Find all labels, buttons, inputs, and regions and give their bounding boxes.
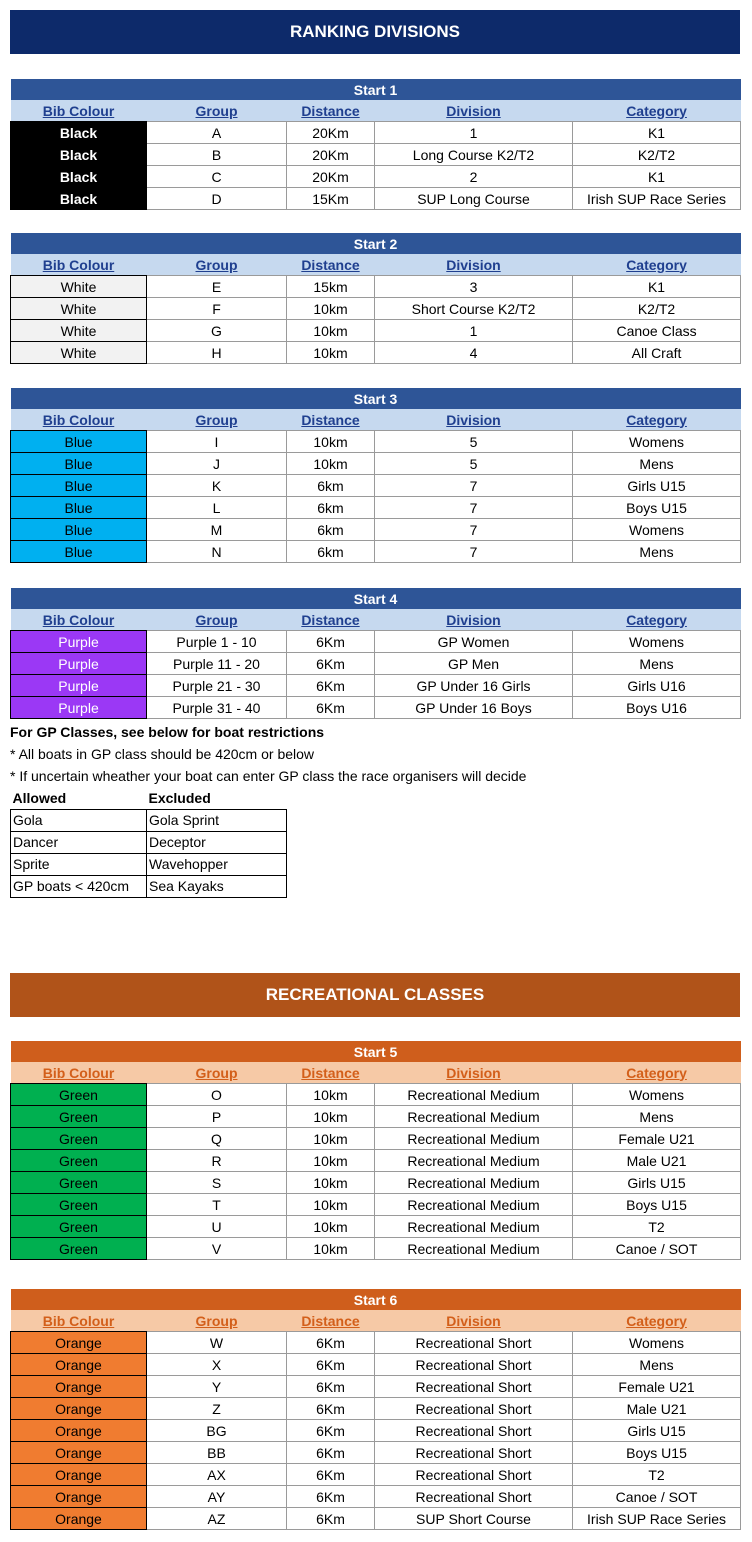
distance-cell: 6km: [287, 541, 375, 563]
division-cell: GP Under 16 Boys: [375, 697, 573, 719]
category-header: Category: [573, 100, 741, 122]
group-cell: E: [147, 276, 287, 298]
division-header: Division: [375, 100, 573, 122]
table-row: [11, 1398, 741, 1420]
division-cell: 7: [375, 497, 573, 519]
group-cell: Purple 21 - 30: [147, 675, 287, 697]
division-cell: Recreational Medium: [375, 1172, 573, 1194]
allowed-header: Allowed: [12, 790, 67, 806]
gp-note-line: * All boats in GP class should be 420cm or below: [10, 746, 315, 762]
distance-cell: 6km: [287, 497, 375, 519]
allowed-boat: Sprite: [11, 854, 147, 876]
group-cell: A: [147, 122, 287, 144]
category-cell: Mens: [573, 653, 741, 675]
distance-cell: 10km: [287, 1128, 375, 1150]
distance-cell: 10km: [287, 342, 375, 364]
table-row: [11, 832, 287, 854]
group-cell: H: [147, 342, 287, 364]
distance-header: Distance: [287, 254, 375, 276]
distance-cell: 6Km: [287, 1508, 375, 1530]
bib-colour-cell: Green: [11, 1084, 147, 1106]
distance-cell: 10km: [287, 1106, 375, 1128]
group-cell: AX: [147, 1464, 287, 1486]
start-table: [10, 79, 741, 210]
division-cell: 7: [375, 541, 573, 563]
division-cell: Recreational Short: [375, 1442, 573, 1464]
bib-colour-cell: White: [11, 298, 147, 320]
division-cell: Recreational Medium: [375, 1216, 573, 1238]
division-cell: 5: [375, 453, 573, 475]
table-row: [11, 276, 741, 298]
distance-cell: 6Km: [287, 1442, 375, 1464]
category-cell: K1: [573, 166, 741, 188]
column-header-row: [11, 1062, 741, 1084]
category-cell: Womens: [573, 1084, 741, 1106]
bib-colour-cell: Blue: [11, 431, 147, 453]
bib-colour-cell: White: [11, 342, 147, 364]
division-cell: 7: [375, 475, 573, 497]
column-header-row: [11, 254, 741, 276]
bib-colour-cell: Blue: [11, 541, 147, 563]
table-row: [11, 1106, 741, 1128]
group-cell: B: [147, 144, 287, 166]
division-cell: Recreational Medium: [375, 1238, 573, 1260]
gp-notes: [10, 721, 740, 787]
category-cell: T2: [573, 1216, 741, 1238]
bib-colour-cell: Orange: [11, 1420, 147, 1442]
distance-cell: 10km: [287, 1150, 375, 1172]
group-cell: O: [147, 1084, 287, 1106]
bib-colour-header: Bib Colour: [11, 609, 147, 631]
bib-colour-cell: Orange: [11, 1398, 147, 1420]
division-header: Division: [375, 254, 573, 276]
category-cell: K1: [573, 276, 741, 298]
category-cell: Girls U15: [573, 475, 741, 497]
category-cell: Girls U16: [573, 675, 741, 697]
bib-colour-header: Bib Colour: [11, 1310, 147, 1332]
division-cell: GP Men: [375, 653, 573, 675]
bib-colour-cell: Blue: [11, 475, 147, 497]
distance-cell: 6Km: [287, 1376, 375, 1398]
category-cell: Irish SUP Race Series: [573, 188, 741, 210]
category-cell: Mens: [573, 541, 741, 563]
division-cell: Recreational Short: [375, 1354, 573, 1376]
group-cell: Q: [147, 1128, 287, 1150]
bib-colour-cell: Black: [11, 166, 147, 188]
group-cell: T: [147, 1194, 287, 1216]
division-cell: Short Course K2/T2: [375, 298, 573, 320]
table-row: [11, 188, 741, 210]
bib-colour-cell: Green: [11, 1238, 147, 1260]
group-cell: M: [147, 519, 287, 541]
group-cell: J: [147, 453, 287, 475]
category-header: Category: [573, 1310, 741, 1332]
distance-header: Distance: [287, 1062, 375, 1084]
table-row: [11, 1128, 741, 1150]
category-cell: Male U21: [573, 1398, 741, 1420]
start-title: Start 4: [11, 588, 741, 609]
excluded-header: Excluded: [148, 790, 211, 806]
distance-cell: 6Km: [287, 1464, 375, 1486]
bib-colour-cell: Black: [11, 188, 147, 210]
column-header-row: [11, 100, 741, 122]
distance-cell: 6Km: [287, 697, 375, 719]
distance-cell: 20Km: [287, 144, 375, 166]
category-cell: All Craft: [573, 342, 741, 364]
table-row: [11, 166, 741, 188]
distance-cell: 6km: [287, 475, 375, 497]
distance-cell: 10km: [287, 298, 375, 320]
distance-cell: 6Km: [287, 1420, 375, 1442]
table-row: [11, 453, 741, 475]
division-cell: 7: [375, 519, 573, 541]
distance-cell: 10km: [287, 453, 375, 475]
category-cell: Female U21: [573, 1376, 741, 1398]
start-title-row: [11, 1041, 741, 1062]
distance-cell: 10km: [287, 1084, 375, 1106]
bib-colour-cell: Orange: [11, 1332, 147, 1354]
allowed-boat: Dancer: [11, 832, 147, 854]
category-cell: Womens: [573, 519, 741, 541]
table-row: [11, 1486, 741, 1508]
distance-cell: 20Km: [287, 166, 375, 188]
division-cell: GP Under 16 Girls: [375, 675, 573, 697]
group-cell: BB: [147, 1442, 287, 1464]
bib-colour-header: Bib Colour: [11, 254, 147, 276]
group-cell: Z: [147, 1398, 287, 1420]
distance-cell: 10km: [287, 1238, 375, 1260]
category-cell: Canoe Class: [573, 320, 741, 342]
division-cell: SUP Short Course: [375, 1508, 573, 1530]
category-cell: Boys U16: [573, 697, 741, 719]
division-header: Division: [375, 409, 573, 431]
start-title-row: [11, 233, 741, 254]
group-cell: W: [147, 1332, 287, 1354]
division-header: Division: [375, 609, 573, 631]
excluded-boat: Wavehopper: [147, 854, 287, 876]
table-row: [11, 1172, 741, 1194]
table-row: [11, 497, 741, 519]
group-header: Group: [147, 254, 287, 276]
division-header: Division: [375, 1310, 573, 1332]
start-table: [10, 588, 741, 719]
distance-header: Distance: [287, 100, 375, 122]
bib-colour-header: Bib Colour: [11, 100, 147, 122]
table-row: [11, 122, 741, 144]
table-row: [11, 1194, 741, 1216]
division-header: Division: [375, 1062, 573, 1084]
category-cell: Womens: [573, 431, 741, 453]
group-cell: C: [147, 166, 287, 188]
category-cell: Boys U15: [573, 497, 741, 519]
bib-colour-cell: Orange: [11, 1486, 147, 1508]
bib-colour-cell: Blue: [11, 519, 147, 541]
group-cell: K: [147, 475, 287, 497]
bib-colour-cell: Green: [11, 1128, 147, 1150]
group-header: Group: [147, 1310, 287, 1332]
group-cell: AZ: [147, 1508, 287, 1530]
column-header-row: [11, 609, 741, 631]
table-row: [11, 541, 741, 563]
column-header-row: [11, 409, 741, 431]
distance-cell: 10km: [287, 1216, 375, 1238]
group-cell: L: [147, 497, 287, 519]
distance-cell: 6Km: [287, 631, 375, 653]
start-table: [10, 233, 741, 364]
table-row: [11, 675, 741, 697]
division-cell: 2: [375, 166, 573, 188]
group-cell: U: [147, 1216, 287, 1238]
category-cell: Girls U15: [573, 1420, 741, 1442]
distance-cell: 10km: [287, 1172, 375, 1194]
boat-restrictions-header: [11, 788, 287, 810]
bib-colour-cell: Black: [11, 122, 147, 144]
bib-colour-cell: White: [11, 276, 147, 298]
bib-colour-cell: Orange: [11, 1354, 147, 1376]
category-cell: K1: [573, 122, 741, 144]
table-row: [11, 876, 287, 898]
category-cell: Boys U15: [573, 1442, 741, 1464]
start-title-row: [11, 79, 741, 100]
group-cell: Y: [147, 1376, 287, 1398]
start-title: Start 3: [11, 388, 741, 409]
division-cell: Recreational Short: [375, 1376, 573, 1398]
distance-header: Distance: [287, 1310, 375, 1332]
category-header: Category: [573, 254, 741, 276]
table-row: [11, 1332, 741, 1354]
division-cell: SUP Long Course: [375, 188, 573, 210]
division-cell: 4: [375, 342, 573, 364]
table-row: [11, 1216, 741, 1238]
start-title: Start 1: [11, 79, 741, 100]
bib-colour-cell: Blue: [11, 497, 147, 519]
bib-colour-cell: Green: [11, 1216, 147, 1238]
bib-colour-cell: Green: [11, 1106, 147, 1128]
category-cell: Mens: [573, 1106, 741, 1128]
group-cell: V: [147, 1238, 287, 1260]
table-row: [11, 342, 741, 364]
bib-colour-cell: Orange: [11, 1464, 147, 1486]
bib-colour-header: Bib Colour: [11, 409, 147, 431]
distance-cell: 15Km: [287, 188, 375, 210]
category-cell: Girls U15: [573, 1172, 741, 1194]
distance-cell: 6Km: [287, 1486, 375, 1508]
group-cell: N: [147, 541, 287, 563]
group-cell: D: [147, 188, 287, 210]
division-cell: Recreational Short: [375, 1398, 573, 1420]
table-row: [11, 1238, 741, 1260]
group-cell: P: [147, 1106, 287, 1128]
start-title: Start 2: [11, 233, 741, 254]
group-cell: I: [147, 431, 287, 453]
bib-colour-cell: Purple: [11, 653, 147, 675]
start-title: Start 6: [11, 1289, 741, 1310]
table-row: [11, 1442, 741, 1464]
division-cell: Recreational Medium: [375, 1106, 573, 1128]
category-header: Category: [573, 609, 741, 631]
bib-colour-cell: White: [11, 320, 147, 342]
division-cell: 3: [375, 276, 573, 298]
bib-colour-cell: Orange: [11, 1508, 147, 1530]
table-row: [11, 519, 741, 541]
table-row: [11, 144, 741, 166]
division-cell: Recreational Medium: [375, 1194, 573, 1216]
category-cell: Canoe / SOT: [573, 1486, 741, 1508]
distance-cell: 20Km: [287, 122, 375, 144]
table-row: [11, 1420, 741, 1442]
group-cell: F: [147, 298, 287, 320]
division-cell: Recreational Medium: [375, 1150, 573, 1172]
distance-cell: 6Km: [287, 653, 375, 675]
category-cell: Irish SUP Race Series: [573, 1508, 741, 1530]
table-row: [11, 631, 741, 653]
start-title-row: [11, 588, 741, 609]
bib-colour-cell: Purple: [11, 675, 147, 697]
division-cell: Recreational Short: [375, 1464, 573, 1486]
table-row: [11, 697, 741, 719]
boat-restrictions-table: [10, 788, 287, 898]
column-header-row: [11, 1310, 741, 1332]
bib-colour-cell: Blue: [11, 453, 147, 475]
group-cell: Purple 31 - 40: [147, 697, 287, 719]
table-row: [11, 1508, 741, 1530]
table-row: [11, 1464, 741, 1486]
start-table: [10, 1289, 741, 1530]
bib-colour-header: Bib Colour: [11, 1062, 147, 1084]
start-title: Start 5: [11, 1041, 741, 1062]
category-cell: Mens: [573, 453, 741, 475]
division-cell: Recreational Medium: [375, 1128, 573, 1150]
table-row: [11, 1150, 741, 1172]
ranking-divisions-banner: RANKING DIVISIONS: [10, 10, 740, 54]
category-cell: Womens: [573, 631, 741, 653]
start-table: [10, 1041, 741, 1260]
distance-header: Distance: [287, 409, 375, 431]
group-cell: G: [147, 320, 287, 342]
division-cell: 1: [375, 122, 573, 144]
division-cell: Recreational Short: [375, 1332, 573, 1354]
gp-note-line: * If uncertain wheather your boat can enter GP class the race organisers will decide: [10, 768, 527, 784]
start-table: [10, 388, 741, 563]
distance-cell: 6Km: [287, 1332, 375, 1354]
division-cell: 5: [375, 431, 573, 453]
recreational-classes-banner: RECREATIONAL CLASSES: [10, 973, 740, 1017]
distance-cell: 6Km: [287, 1354, 375, 1376]
group-header: Group: [147, 100, 287, 122]
category-cell: K2/T2: [573, 298, 741, 320]
table-row: [11, 854, 287, 876]
group-cell: R: [147, 1150, 287, 1172]
table-row: [11, 1084, 741, 1106]
start-title-row: [11, 1289, 741, 1310]
table-row: [11, 320, 741, 342]
group-cell: BG: [147, 1420, 287, 1442]
category-cell: Female U21: [573, 1128, 741, 1150]
table-row: [11, 431, 741, 453]
bib-colour-cell: Orange: [11, 1442, 147, 1464]
distance-cell: 6km: [287, 519, 375, 541]
division-cell: GP Women: [375, 631, 573, 653]
allowed-boat: Gola: [11, 810, 147, 832]
category-cell: K2/T2: [573, 144, 741, 166]
group-cell: X: [147, 1354, 287, 1376]
bib-colour-cell: Green: [11, 1150, 147, 1172]
group-cell: AY: [147, 1486, 287, 1508]
distance-cell: 15km: [287, 276, 375, 298]
group-cell: Purple 11 - 20: [147, 653, 287, 675]
distance-cell: 10km: [287, 1194, 375, 1216]
category-cell: T2: [573, 1464, 741, 1486]
allowed-boat: GP boats < 420cm: [11, 876, 147, 898]
start-title-row: [11, 388, 741, 409]
category-header: Category: [573, 1062, 741, 1084]
distance-cell: 6Km: [287, 675, 375, 697]
category-cell: Mens: [573, 1354, 741, 1376]
division-cell: 1: [375, 320, 573, 342]
group-header: Group: [147, 1062, 287, 1084]
distance-cell: 10km: [287, 320, 375, 342]
bib-colour-cell: Orange: [11, 1376, 147, 1398]
table-row: [11, 475, 741, 497]
table-row: [11, 1376, 741, 1398]
table-row: [11, 653, 741, 675]
division-cell: Recreational Medium: [375, 1084, 573, 1106]
bib-colour-cell: Purple: [11, 631, 147, 653]
bib-colour-cell: Black: [11, 144, 147, 166]
table-row: [11, 298, 741, 320]
group-cell: Purple 1 - 10: [147, 631, 287, 653]
division-cell: Recreational Short: [375, 1420, 573, 1442]
distance-cell: 6Km: [287, 1398, 375, 1420]
bib-colour-cell: Green: [11, 1172, 147, 1194]
division-cell: Long Course K2/T2: [375, 144, 573, 166]
excluded-boat: Deceptor: [147, 832, 287, 854]
category-cell: Canoe / SOT: [573, 1238, 741, 1260]
bib-colour-cell: Green: [11, 1194, 147, 1216]
group-header: Group: [147, 609, 287, 631]
gp-notes-heading: For GP Classes, see below for boat restrictions: [10, 724, 325, 740]
category-header: Category: [573, 409, 741, 431]
excluded-boat: Sea Kayaks: [147, 876, 287, 898]
category-cell: Womens: [573, 1332, 741, 1354]
excluded-boat: Gola Sprint: [147, 810, 287, 832]
distance-header: Distance: [287, 609, 375, 631]
table-row: [11, 1354, 741, 1376]
group-cell: S: [147, 1172, 287, 1194]
group-header: Group: [147, 409, 287, 431]
distance-cell: 10km: [287, 431, 375, 453]
category-cell: Male U21: [573, 1150, 741, 1172]
bib-colour-cell: Purple: [11, 697, 147, 719]
division-cell: Recreational Short: [375, 1486, 573, 1508]
table-row: [11, 810, 287, 832]
category-cell: Boys U15: [573, 1194, 741, 1216]
